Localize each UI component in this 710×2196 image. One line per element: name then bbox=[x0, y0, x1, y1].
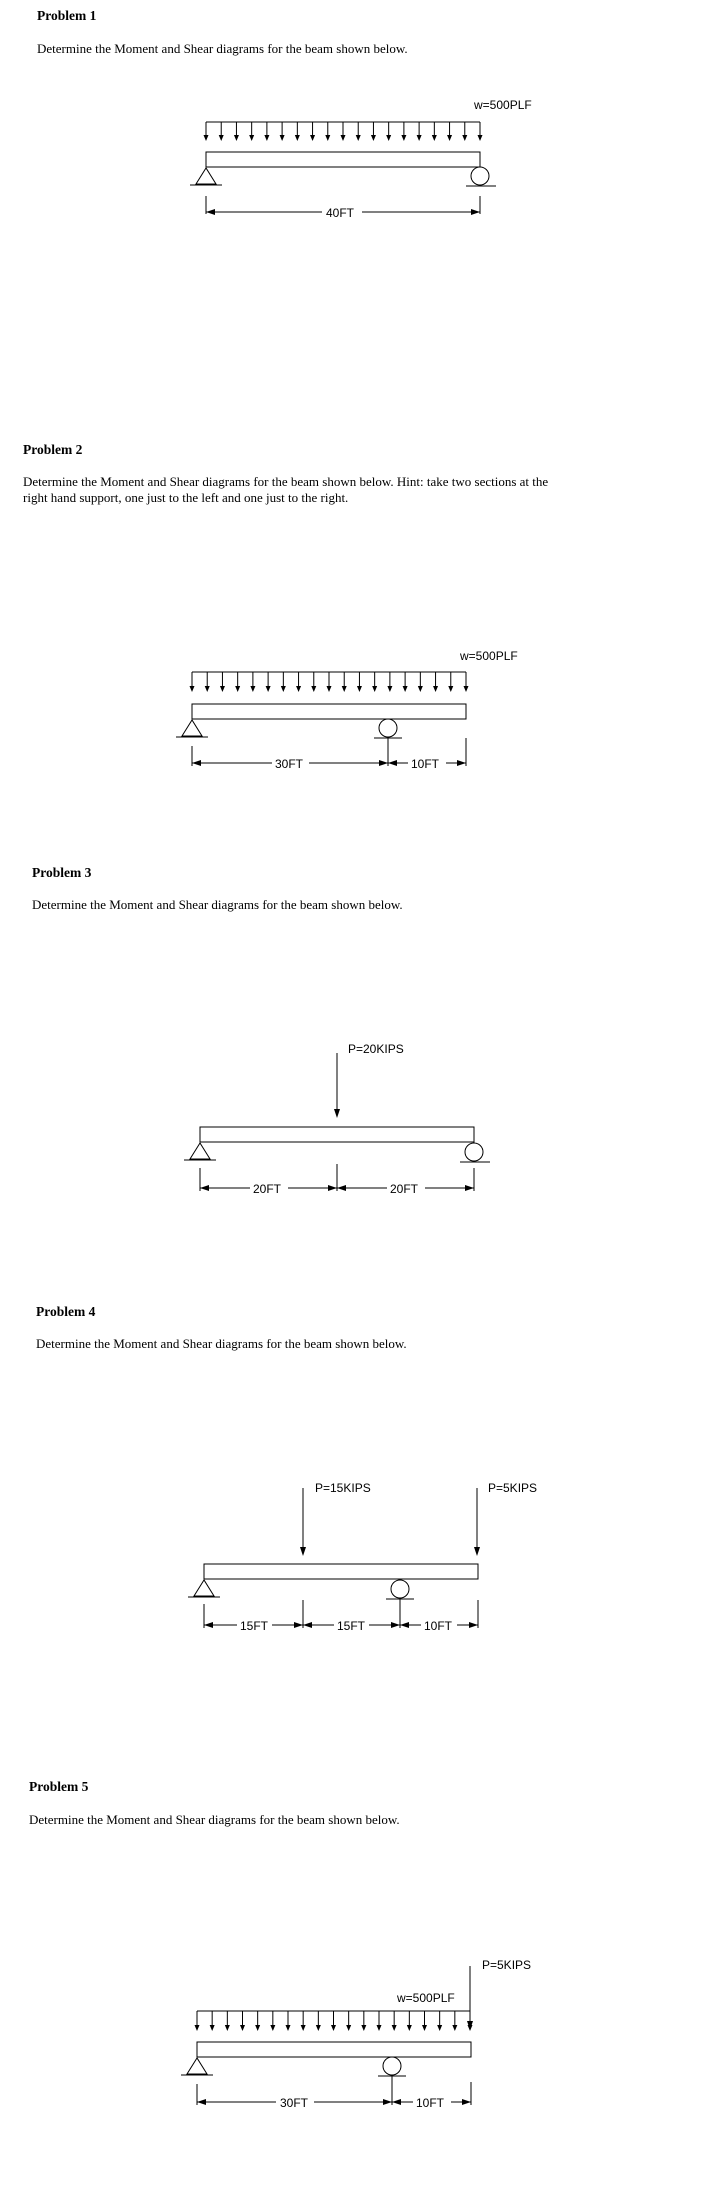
problem-5-title: Problem 5 bbox=[29, 1779, 89, 1794]
span-label: 40FT bbox=[326, 206, 355, 220]
problem-4-title: Problem 4 bbox=[36, 1304, 96, 1319]
span-1-label: 15FT bbox=[240, 1619, 269, 1633]
load-arrowhead bbox=[316, 2025, 321, 2031]
load-arrowhead bbox=[210, 2025, 215, 2031]
problem-1-title: Problem 1 bbox=[37, 8, 97, 23]
load-arrowhead bbox=[452, 2025, 457, 2031]
load-arrowhead bbox=[286, 2025, 291, 2031]
span-3-label: 10FT bbox=[424, 1619, 453, 1633]
load-arrowhead bbox=[301, 2025, 306, 2031]
load-label: w=500PLF bbox=[460, 649, 518, 663]
load-label: w=500PLF bbox=[474, 98, 532, 112]
span-1-label: 30FT bbox=[275, 757, 304, 771]
load-arrowhead bbox=[255, 2025, 260, 2031]
problem-3-title: Problem 3 bbox=[32, 865, 92, 880]
point-load-2-label: P=5KIPS bbox=[488, 1481, 538, 1495]
problem-3-statement: Determine the Moment and Shear diagrams for the beam shown below. bbox=[32, 897, 403, 912]
load-arrowhead bbox=[346, 2025, 351, 2031]
load-arrowhead bbox=[361, 2025, 366, 2031]
span-1-label: 30FT bbox=[280, 2096, 309, 2110]
span-1-label: 20FT bbox=[253, 1182, 282, 1196]
problem-4-statement: Determine the Moment and Shear diagrams for the beam shown below. bbox=[36, 1336, 407, 1351]
load-arrowhead bbox=[392, 2025, 397, 2031]
distributed-load-label: w=500PLF bbox=[397, 1991, 455, 2005]
point-load-label: P=20KIPS bbox=[348, 1042, 404, 1056]
problem-2-statement-line-1: Determine the Moment and Shear diagrams for the beam shown below. Hint: take two sections at the bbox=[23, 474, 549, 489]
distributed-load-arrows bbox=[195, 2011, 473, 2031]
span-2-label: 10FT bbox=[411, 757, 440, 771]
problem-5-statement: Determine the Moment and Shear diagrams for the beam shown below. bbox=[29, 1812, 400, 1827]
load-arrowhead bbox=[225, 2025, 230, 2031]
load-arrowhead bbox=[377, 2025, 382, 2031]
load-arrowhead bbox=[437, 2025, 442, 2031]
span-2-label: 15FT bbox=[337, 1619, 366, 1633]
beam bbox=[197, 2042, 471, 2057]
load-arrowhead bbox=[407, 2025, 412, 2031]
load-arrowhead bbox=[240, 2025, 245, 2031]
pin-support-icon bbox=[181, 2058, 213, 2075]
problem-2-title: Problem 2 bbox=[23, 442, 83, 457]
load-arrowhead bbox=[270, 2025, 275, 2031]
problem-2-statement-line-2: right hand support, one just to the left and one just to the right. bbox=[23, 490, 349, 505]
problem-1-statement: Determine the Moment and Shear diagrams for the beam shown below. bbox=[37, 41, 408, 56]
span-2-label: 20FT bbox=[390, 1182, 419, 1196]
span-2-label: 10FT bbox=[416, 2096, 445, 2110]
load-arrowhead bbox=[331, 2025, 336, 2031]
point-load-label: P=5KIPS bbox=[482, 1958, 532, 1972]
roller-support-icon bbox=[378, 2057, 406, 2076]
load-arrowhead bbox=[422, 2025, 427, 2031]
load-arrowhead bbox=[195, 2025, 200, 2031]
point-load-1-label: P=15KIPS bbox=[315, 1481, 371, 1495]
